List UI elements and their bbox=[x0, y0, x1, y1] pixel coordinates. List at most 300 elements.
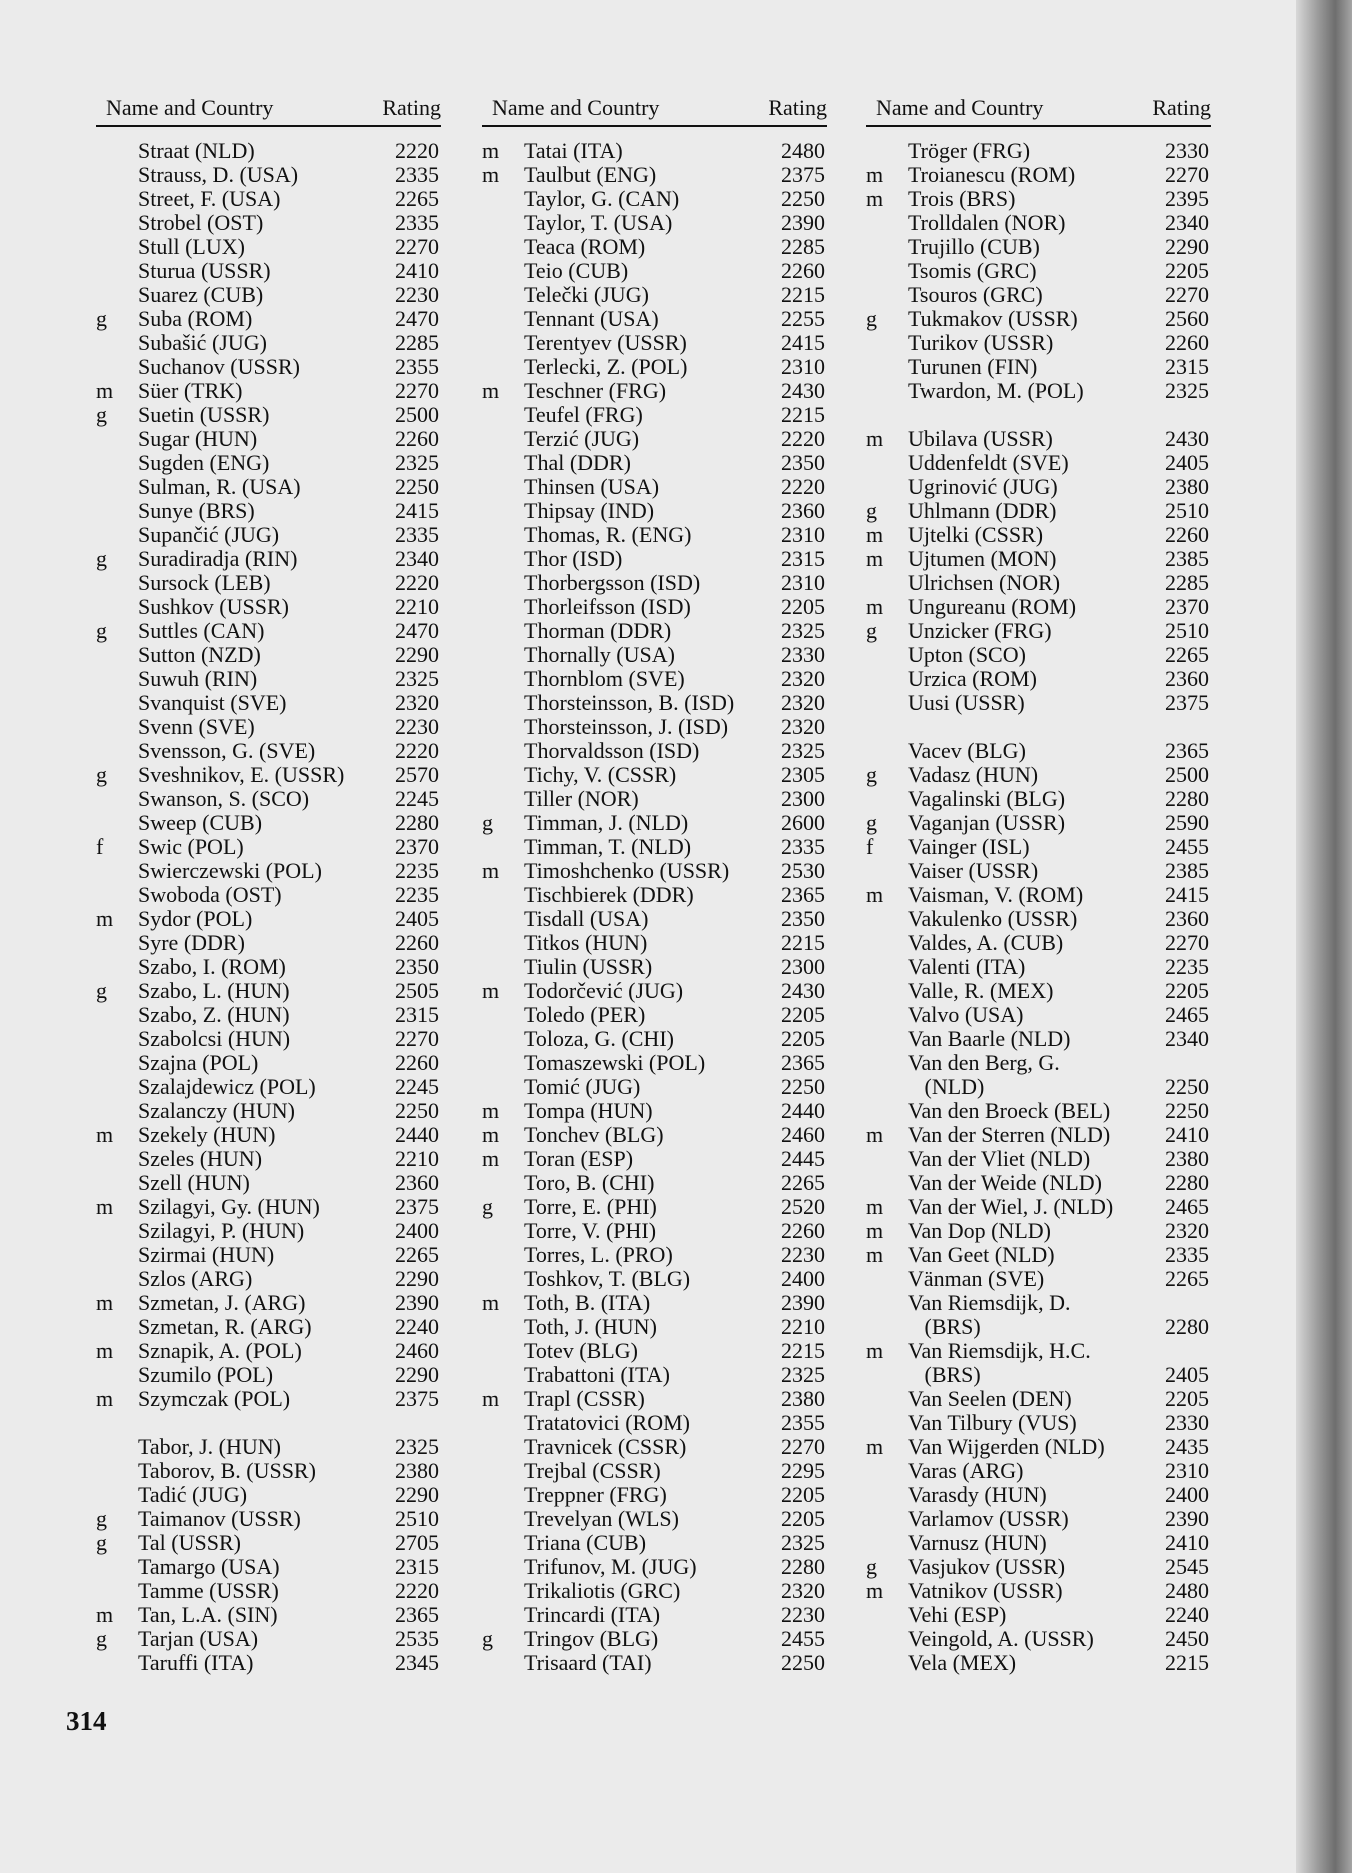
player-name-country: Upton (SCO) bbox=[908, 642, 1026, 667]
player-row bbox=[866, 523, 1211, 547]
rating-header: Rating bbox=[382, 95, 441, 120]
player-rating: 2230 bbox=[781, 1602, 825, 1627]
player-rating: 2290 bbox=[395, 1362, 439, 1387]
player-rating: 2360 bbox=[1165, 906, 1209, 931]
player-row bbox=[482, 1387, 827, 1411]
player-rating: 2325 bbox=[395, 1434, 439, 1459]
player-row bbox=[866, 331, 1211, 355]
player-rating: 2390 bbox=[781, 1290, 825, 1315]
player-row bbox=[866, 1603, 1211, 1627]
player-name-country: (BRS) bbox=[908, 1314, 981, 1339]
player-rating: 2500 bbox=[395, 402, 439, 427]
player-row bbox=[96, 979, 441, 1003]
player-row bbox=[482, 427, 827, 451]
player-rating: 2415 bbox=[1165, 882, 1209, 907]
player-name-country: Taylor, T. (USA) bbox=[524, 210, 673, 235]
player-name-country: Van den Berg, G. bbox=[908, 1050, 1060, 1075]
player-list bbox=[482, 139, 827, 1675]
player-name-country: Teufel (FRG) bbox=[524, 402, 643, 427]
player-name-country: Szlos (ARG) bbox=[138, 1266, 253, 1291]
player-rating: 2380 bbox=[1165, 474, 1209, 499]
player-row bbox=[482, 955, 827, 979]
player-rating: 2210 bbox=[395, 594, 439, 619]
player-name-country: Taimanov (USSR) bbox=[138, 1506, 301, 1531]
player-row bbox=[866, 1579, 1211, 1603]
player-title: g bbox=[96, 618, 107, 643]
player-title: m bbox=[482, 1386, 500, 1411]
player-row bbox=[866, 979, 1211, 1003]
player-rating: 2510 bbox=[1165, 498, 1209, 523]
player-rating: 2235 bbox=[395, 858, 439, 883]
player-rating: 2365 bbox=[395, 1602, 439, 1627]
player-name-country: Svanquist (SVE) bbox=[138, 690, 287, 715]
player-row bbox=[482, 1075, 827, 1099]
player-name-country: Van den Broeck (BEL) bbox=[908, 1098, 1111, 1123]
player-name-country: Sutton (NZD) bbox=[138, 642, 261, 667]
player-rating: 2205 bbox=[1165, 1386, 1209, 1411]
player-row bbox=[96, 307, 441, 331]
player-row bbox=[866, 1411, 1211, 1435]
player-rating: 2330 bbox=[1165, 138, 1209, 163]
player-rating: 2510 bbox=[395, 1506, 439, 1531]
player-row bbox=[866, 835, 1211, 859]
player-rating: 2335 bbox=[1165, 1242, 1209, 1267]
player-row bbox=[482, 979, 827, 1003]
player-name-country: Terlecki, Z. (POL) bbox=[524, 354, 688, 379]
player-name-country: Tringov (BLG) bbox=[524, 1626, 659, 1651]
player-rating: 2265 bbox=[395, 1242, 439, 1267]
player-title: m bbox=[482, 858, 500, 883]
player-rating: 2400 bbox=[1165, 1482, 1209, 1507]
player-row bbox=[96, 475, 441, 499]
player-row bbox=[866, 1099, 1211, 1123]
player-rating: 2365 bbox=[781, 882, 825, 907]
player-row bbox=[866, 667, 1211, 691]
player-title: m bbox=[96, 906, 114, 931]
player-rating: 2570 bbox=[395, 762, 439, 787]
player-name-country: Tarjan (USA) bbox=[138, 1626, 259, 1651]
player-row bbox=[866, 907, 1211, 931]
player-rating: 2265 bbox=[1165, 642, 1209, 667]
column-header bbox=[482, 93, 827, 127]
player-title: m bbox=[482, 138, 500, 163]
player-rating: 2325 bbox=[395, 450, 439, 475]
player-row bbox=[866, 883, 1211, 907]
player-name-country: Sydor (POL) bbox=[138, 906, 253, 931]
player-name-country: Sturua (USSR) bbox=[138, 258, 271, 283]
player-rating: 2530 bbox=[781, 858, 825, 883]
player-rating: 2400 bbox=[395, 1218, 439, 1243]
player-row bbox=[866, 379, 1211, 403]
player-rating: 2310 bbox=[1165, 1458, 1209, 1483]
player-rating: 2300 bbox=[781, 954, 825, 979]
player-row bbox=[866, 1483, 1211, 1507]
player-rating: 2260 bbox=[1165, 330, 1209, 355]
page-binding-edge bbox=[1296, 0, 1352, 1873]
player-row bbox=[482, 1603, 827, 1627]
player-row bbox=[482, 1243, 827, 1267]
player-rating: 2360 bbox=[395, 1170, 439, 1195]
player-name-country: Terentyev (USSR) bbox=[524, 330, 687, 355]
player-rating: 2285 bbox=[781, 234, 825, 259]
player-rating: 2270 bbox=[1165, 282, 1209, 307]
player-rating: 2375 bbox=[781, 162, 825, 187]
player-rating: 2270 bbox=[1165, 930, 1209, 955]
player-rating: 2250 bbox=[1165, 1098, 1209, 1123]
player-name-country: Trois (BRS) bbox=[908, 186, 1016, 211]
player-row bbox=[866, 1363, 1211, 1387]
player-row bbox=[96, 907, 441, 931]
player-name-country: Trikaliotis (GRC) bbox=[524, 1578, 681, 1603]
player-name-country: Tiller (NOR) bbox=[524, 786, 639, 811]
player-name-country: Unzicker (FRG) bbox=[908, 618, 1052, 643]
player-row bbox=[482, 1051, 827, 1075]
player-row bbox=[96, 235, 441, 259]
player-name-country: Tratatovici (ROM) bbox=[524, 1410, 691, 1435]
player-row bbox=[482, 571, 827, 595]
player-row bbox=[482, 715, 827, 739]
player-row bbox=[96, 1531, 441, 1555]
player-row bbox=[866, 211, 1211, 235]
player-row bbox=[96, 1339, 441, 1363]
player-rating: 2405 bbox=[1165, 450, 1209, 475]
player-rating: 2270 bbox=[395, 378, 439, 403]
section-gap bbox=[96, 1411, 441, 1435]
player-name-country: Vaisman, V. (ROM) bbox=[908, 882, 1084, 907]
player-rating: 2380 bbox=[395, 1458, 439, 1483]
player-row bbox=[866, 787, 1211, 811]
player-rating: 2205 bbox=[1165, 258, 1209, 283]
player-row bbox=[866, 1171, 1211, 1195]
player-name-country: Tisdall (USA) bbox=[524, 906, 649, 931]
player-name-country: Trolldalen (NOR) bbox=[908, 210, 1066, 235]
player-rating: 2250 bbox=[781, 1074, 825, 1099]
player-row bbox=[866, 1339, 1211, 1363]
player-rating: 2255 bbox=[781, 306, 825, 331]
player-name-country: Straat (NLD) bbox=[138, 138, 255, 163]
player-rating: 2320 bbox=[1165, 1218, 1209, 1243]
player-rating: 2325 bbox=[781, 1530, 825, 1555]
player-rating: 2320 bbox=[781, 1578, 825, 1603]
player-name-country: Tennant (USA) bbox=[524, 306, 659, 331]
player-title: m bbox=[866, 1434, 884, 1459]
player-rating: 2205 bbox=[781, 1026, 825, 1051]
player-row bbox=[866, 1003, 1211, 1027]
player-title: g bbox=[866, 762, 877, 787]
player-name-country: Varnusz (HUN) bbox=[908, 1530, 1047, 1555]
player-row bbox=[96, 451, 441, 475]
player-title: g bbox=[866, 1554, 877, 1579]
player-rating: 2215 bbox=[781, 402, 825, 427]
player-row bbox=[96, 1315, 441, 1339]
player-rating: 2300 bbox=[781, 786, 825, 811]
player-name-country: Trisaard (TAI) bbox=[524, 1650, 652, 1675]
player-rating: 2355 bbox=[781, 1410, 825, 1435]
player-rating: 2340 bbox=[395, 546, 439, 571]
player-row bbox=[482, 1147, 827, 1171]
player-name-country: Tsouros (GRC) bbox=[908, 282, 1043, 307]
player-title: m bbox=[866, 426, 884, 451]
player-row bbox=[866, 595, 1211, 619]
player-rating: 2430 bbox=[781, 378, 825, 403]
player-row bbox=[96, 283, 441, 307]
player-title: m bbox=[96, 1338, 114, 1363]
player-name-country: Toran (ESP) bbox=[524, 1146, 634, 1171]
player-rating: 2385 bbox=[1165, 546, 1209, 571]
player-name-country: Thomas, R. (ENG) bbox=[524, 522, 692, 547]
player-rating: 2210 bbox=[781, 1314, 825, 1339]
player-row bbox=[96, 139, 441, 163]
player-row bbox=[482, 259, 827, 283]
player-row bbox=[96, 835, 441, 859]
player-row bbox=[866, 499, 1211, 523]
player-name-country: Taylor, G. (CAN) bbox=[524, 186, 680, 211]
player-rating: 2455 bbox=[781, 1626, 825, 1651]
player-rating: 2270 bbox=[395, 1026, 439, 1051]
player-row bbox=[482, 787, 827, 811]
player-row bbox=[866, 235, 1211, 259]
player-name-country: Thornally (USA) bbox=[524, 642, 675, 667]
player-rating: 2295 bbox=[781, 1458, 825, 1483]
player-row bbox=[866, 1075, 1211, 1099]
player-row bbox=[96, 259, 441, 283]
player-row bbox=[482, 1579, 827, 1603]
player-rating: 2390 bbox=[781, 210, 825, 235]
player-name-country: Thorsteinsson, B. (ISD) bbox=[524, 690, 735, 715]
player-row bbox=[96, 715, 441, 739]
player-name-country: Svenn (SVE) bbox=[138, 714, 255, 739]
section-gap bbox=[866, 715, 1211, 739]
player-row bbox=[96, 379, 441, 403]
player-name-country: Uhlmann (DDR) bbox=[908, 498, 1057, 523]
player-name-country: Vela (MEX) bbox=[908, 1650, 1017, 1675]
player-row bbox=[866, 1027, 1211, 1051]
player-rating: 2235 bbox=[1165, 954, 1209, 979]
player-rating: 2480 bbox=[1165, 1578, 1209, 1603]
player-row bbox=[96, 691, 441, 715]
player-row bbox=[96, 1387, 441, 1411]
player-row bbox=[866, 259, 1211, 283]
player-name-country: Szabo, L. (HUN) bbox=[138, 978, 290, 1003]
player-row bbox=[866, 1267, 1211, 1291]
player-name-country: Valle, R. (MEX) bbox=[908, 978, 1054, 1003]
page-number: 314 bbox=[66, 1706, 107, 1736]
player-row bbox=[96, 163, 441, 187]
player-rating: 2430 bbox=[781, 978, 825, 1003]
player-row bbox=[866, 1627, 1211, 1651]
player-row bbox=[866, 355, 1211, 379]
player-rating: 2285 bbox=[395, 330, 439, 355]
player-rating: 2590 bbox=[1165, 810, 1209, 835]
player-name-country: Uusi (USSR) bbox=[908, 690, 1025, 715]
player-title: g bbox=[96, 306, 107, 331]
player-rating: 2465 bbox=[1165, 1002, 1209, 1027]
player-name-country: Tröger (FRG) bbox=[908, 138, 1031, 163]
column-header bbox=[96, 93, 441, 127]
player-name-country: Tompa (HUN) bbox=[524, 1098, 653, 1123]
player-name-country: Varlamov (USSR) bbox=[908, 1506, 1069, 1531]
player-name-country: Sznapik, A. (POL) bbox=[138, 1338, 302, 1363]
player-name-country: Telečki (JUG) bbox=[524, 282, 649, 307]
player-rating: 2315 bbox=[781, 546, 825, 571]
player-row bbox=[96, 1243, 441, 1267]
player-rating: 2365 bbox=[781, 1050, 825, 1075]
player-title: g bbox=[866, 810, 877, 835]
player-rating: 2215 bbox=[781, 1338, 825, 1363]
player-row bbox=[482, 883, 827, 907]
player-name-country: Suttles (CAN) bbox=[138, 618, 265, 643]
player-rating: 2500 bbox=[1165, 762, 1209, 787]
player-name-country: Taruffi (ITA) bbox=[138, 1650, 254, 1675]
player-name-country: Szekely (HUN) bbox=[138, 1122, 276, 1147]
player-row bbox=[96, 1171, 441, 1195]
player-rating: 2260 bbox=[781, 1218, 825, 1243]
player-rating: 2410 bbox=[1165, 1530, 1209, 1555]
player-name-country: Thorleifsson (ISD) bbox=[524, 594, 691, 619]
player-row bbox=[96, 1219, 441, 1243]
player-name-country: Vaganjan (USSR) bbox=[908, 810, 1066, 835]
player-name-country: Van Tilbury (VUS) bbox=[908, 1410, 1077, 1435]
player-name-country: Szumilo (POL) bbox=[138, 1362, 274, 1387]
player-name-country: Tatai (ITA) bbox=[524, 138, 623, 163]
player-row bbox=[482, 835, 827, 859]
player-row bbox=[96, 499, 441, 523]
player-row bbox=[96, 931, 441, 955]
player-title: g bbox=[482, 1194, 493, 1219]
player-rating: 2215 bbox=[1165, 1650, 1209, 1675]
player-row bbox=[96, 331, 441, 355]
player-row bbox=[482, 379, 827, 403]
player-name-country: Valdes, A. (CUB) bbox=[908, 930, 1064, 955]
player-name-country: Teio (CUB) bbox=[524, 258, 629, 283]
player-row bbox=[866, 1555, 1211, 1579]
player-name-country: Szalajdewicz (POL) bbox=[138, 1074, 316, 1099]
player-rating: 2410 bbox=[1165, 1122, 1209, 1147]
player-row bbox=[866, 691, 1211, 715]
player-name-country: Thipsay (IND) bbox=[524, 498, 655, 523]
player-row bbox=[482, 1651, 827, 1675]
player-name-country: Vagalinski (BLG) bbox=[908, 786, 1066, 811]
player-name-country: Tonchev (BLG) bbox=[524, 1122, 664, 1147]
player-rating: 2480 bbox=[781, 138, 825, 163]
player-name-country: Trujillo (CUB) bbox=[908, 234, 1040, 259]
player-title: m bbox=[482, 1290, 500, 1315]
player-row bbox=[482, 1411, 827, 1435]
player-rating: 2270 bbox=[395, 234, 439, 259]
name-country-header: Name and Country bbox=[106, 95, 274, 120]
player-row bbox=[482, 931, 827, 955]
player-name-country: Szymczak (POL) bbox=[138, 1386, 291, 1411]
player-name-country: Sugar (HUN) bbox=[138, 426, 258, 451]
player-row bbox=[96, 1627, 441, 1651]
player-rating: 2220 bbox=[395, 138, 439, 163]
player-rating: 2215 bbox=[781, 282, 825, 307]
player-row bbox=[96, 763, 441, 787]
player-name-country: Sveshnikov, E. (USSR) bbox=[138, 762, 345, 787]
player-row bbox=[96, 523, 441, 547]
player-name-country: (BRS) bbox=[908, 1362, 981, 1387]
player-name-country: Veingold, A. (USSR) bbox=[908, 1626, 1094, 1651]
player-row bbox=[482, 187, 827, 211]
player-rating: 2320 bbox=[781, 666, 825, 691]
player-name-country: Van Baarle (NLD) bbox=[908, 1026, 1071, 1051]
player-name-country: Sugden (ENG) bbox=[138, 450, 270, 475]
player-rating: 2290 bbox=[1165, 234, 1209, 259]
player-name-country: Sursock (LEB) bbox=[138, 570, 271, 595]
player-rating: 2320 bbox=[781, 690, 825, 715]
player-name-country: Tan, L.A. (SIN) bbox=[138, 1602, 278, 1627]
player-row bbox=[866, 811, 1211, 835]
player-rating: 2325 bbox=[781, 1362, 825, 1387]
player-name-country: Vehi (ESP) bbox=[908, 1602, 1007, 1627]
player-row bbox=[866, 187, 1211, 211]
player-rating: 2340 bbox=[1165, 210, 1209, 235]
player-rating: 2280 bbox=[395, 810, 439, 835]
player-name-country: Urzica (ROM) bbox=[908, 666, 1037, 691]
player-name-country: Van Riemsdijk, H.C. bbox=[908, 1338, 1091, 1363]
player-row bbox=[96, 595, 441, 619]
player-name-country: Van der Weide (NLD) bbox=[908, 1170, 1102, 1195]
player-rating: 2250 bbox=[1165, 1074, 1209, 1099]
player-rating: 2370 bbox=[395, 834, 439, 859]
player-rating: 2465 bbox=[1165, 1194, 1209, 1219]
player-name-country: Tamargo (USA) bbox=[138, 1554, 280, 1579]
player-name-country: Swic (POL) bbox=[138, 834, 244, 859]
player-name-country: Tomić (JUG) bbox=[524, 1074, 641, 1099]
player-row bbox=[482, 1195, 827, 1219]
player-title: m bbox=[866, 1578, 884, 1603]
player-row bbox=[866, 427, 1211, 451]
player-title: g bbox=[866, 618, 877, 643]
player-row bbox=[866, 547, 1211, 571]
player-title: m bbox=[482, 1146, 500, 1171]
player-rating: 2460 bbox=[781, 1122, 825, 1147]
player-title: g bbox=[866, 498, 877, 523]
player-row bbox=[96, 547, 441, 571]
player-rating: 2705 bbox=[395, 1530, 439, 1555]
player-rating: 2325 bbox=[781, 618, 825, 643]
section-gap bbox=[866, 403, 1211, 427]
player-rating: 2310 bbox=[781, 522, 825, 547]
player-rating: 2230 bbox=[781, 1242, 825, 1267]
player-name-country: Ugrinović (JUG) bbox=[908, 474, 1058, 499]
player-name-country: Tamme (USSR) bbox=[138, 1578, 279, 1603]
player-row bbox=[866, 451, 1211, 475]
player-rating: 2315 bbox=[395, 1002, 439, 1027]
player-name-country: Tischbierek (DDR) bbox=[524, 882, 694, 907]
player-title: g bbox=[866, 306, 877, 331]
player-title: m bbox=[482, 162, 500, 187]
player-rating: 2240 bbox=[395, 1314, 439, 1339]
player-rating: 2265 bbox=[1165, 1266, 1209, 1291]
player-name-country: Totev (BLG) bbox=[524, 1338, 638, 1363]
player-row bbox=[482, 595, 827, 619]
player-name-country: Ujtelki (CSSR) bbox=[908, 522, 1044, 547]
player-rating: 2260 bbox=[1165, 522, 1209, 547]
player-name-country: Van Riemsdijk, D. bbox=[908, 1290, 1071, 1315]
player-rating: 2250 bbox=[395, 1098, 439, 1123]
player-rating: 2320 bbox=[395, 690, 439, 715]
player-title: g bbox=[96, 546, 107, 571]
player-title: m bbox=[866, 546, 884, 571]
player-rating: 2345 bbox=[395, 1650, 439, 1675]
player-rating: 2355 bbox=[395, 354, 439, 379]
player-name-country: Swoboda (OST) bbox=[138, 882, 282, 907]
player-title: m bbox=[482, 978, 500, 1003]
ratings-column-1 bbox=[96, 93, 441, 1675]
player-rating: 2380 bbox=[781, 1386, 825, 1411]
player-rating: 2205 bbox=[781, 1506, 825, 1531]
